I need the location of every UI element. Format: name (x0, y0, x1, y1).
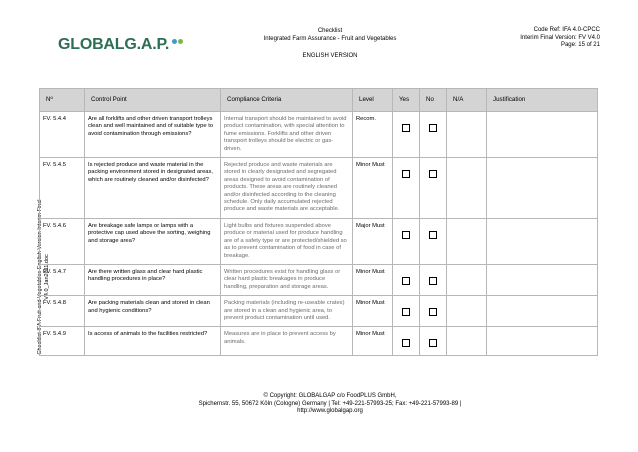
justification-cell[interactable] (487, 264, 598, 295)
cell-no (420, 218, 447, 264)
column-header: Yes (393, 89, 420, 112)
logo-accent: G.A.P. (124, 36, 170, 53)
column-header: No (420, 89, 447, 112)
doc-title: Checklist (317, 28, 343, 34)
table-row (40, 112, 598, 158)
table-row (40, 296, 598, 327)
column-header: Justification (487, 89, 598, 112)
cell-na (447, 218, 487, 264)
no-checkbox[interactable] (429, 308, 437, 316)
compliance-criteria: Rejected produce and waste materials are stored in clearly designated and segregated areas designed to avoid contamination of products. These areas are routinely cleaned and/or disinfected according to the cleaning schedule. Only daily accumulated rejected produce and waste materials are acceptable. (221, 158, 353, 219)
compliance-criteria: Internal transport should be maintained to avoid product contamination, with special attention to fume emissions. Forklifts and other driven transport trolleys should be electric or gas-driven. (221, 112, 353, 158)
level: Minor Must (353, 296, 393, 327)
cell-na (447, 112, 487, 158)
no-checkbox[interactable] (429, 339, 437, 347)
column-header: Level (353, 89, 393, 112)
justification-cell[interactable] (487, 327, 598, 355)
cell-yes (393, 218, 420, 264)
level: Minor Must (353, 327, 393, 355)
cell-no (420, 264, 447, 295)
table-row (40, 158, 598, 219)
control-point: Is access of animals to the facilities restricted? (85, 327, 221, 355)
footer-copyright: © Copyright: GLOBALGAP c/o FoodPLUS GmbH, (263, 393, 397, 399)
cell-na (447, 158, 487, 219)
justification-cell[interactable] (487, 112, 598, 158)
column-header: Compliance Criteria (221, 89, 353, 112)
checklist-table (39, 88, 598, 356)
yes-checkbox[interactable] (402, 231, 410, 239)
column-header: N/A (447, 89, 487, 112)
cell-na (447, 296, 487, 327)
cell-yes (393, 158, 420, 219)
logo-dots-icon (172, 39, 183, 44)
version-label: Interim Final Version: FV V4.0 (520, 34, 600, 41)
column-header: Nº (40, 89, 85, 112)
justification-cell[interactable] (487, 218, 598, 264)
globalgap-logo (58, 36, 183, 54)
cell-yes (393, 112, 420, 158)
cell-yes (393, 327, 420, 355)
yes-checkbox[interactable] (402, 277, 410, 285)
compliance-criteria: Measures are in place to prevent access by animals. (221, 327, 353, 355)
control-point: Is rejected produce and waste material in the packing environment stored in designated areas, which are routinely cleaned and/or disinfected? (85, 158, 221, 219)
side-note: Checklist IFA Fruit and Vegetables English Version Interim Final V4.0_Jan2011.doc (37, 199, 50, 355)
table-row (40, 218, 598, 264)
cell-yes (393, 296, 420, 327)
document-title-block (230, 27, 430, 60)
yes-checkbox[interactable] (402, 170, 410, 178)
footer-address: Spichernstr. 55, 50672 Köln (Cologne) Germany | Tel: +49-221-57993-25; Fax: +49-221-57993-89 | (198, 400, 462, 407)
level: Recom. (353, 112, 393, 158)
no-checkbox[interactable] (429, 170, 437, 178)
logo-wordmark (58, 36, 169, 54)
row-number: FV. 5.4.7 (40, 264, 85, 295)
compliance-criteria: Written procedures exist for handling glass or clear hard plastic breakages in produce handling, preparation and storage areas. (221, 264, 353, 295)
footer-url: http://www.globalgap.org (297, 408, 363, 414)
yes-checkbox[interactable] (402, 308, 410, 316)
table-row (40, 264, 598, 295)
cell-na (447, 327, 487, 355)
no-checkbox[interactable] (429, 124, 437, 132)
justification-cell[interactable] (487, 158, 598, 219)
cell-no (420, 327, 447, 355)
doc-subtitle: Integrated Farm Assurance - Fruit and Vegetables (263, 36, 397, 42)
document-reference-block (520, 27, 600, 50)
row-number: FV. 5.4.8 (40, 296, 85, 327)
row-number: FV. 5.4.9 (40, 327, 85, 355)
page-number: Page: 15 of 21 (560, 42, 600, 48)
yes-checkbox[interactable] (402, 339, 410, 347)
level: Minor Must (353, 158, 393, 219)
control-point: Are there written glass and clear hard plastic handling procedures in place? (85, 264, 221, 295)
column-header: Control Point (85, 89, 221, 112)
control-point: Are packing materials clean and stored in clean and hygienic conditions? (85, 296, 221, 327)
cell-no (420, 296, 447, 327)
logo-main: GLOBAL (58, 36, 125, 53)
level: Minor Must (353, 264, 393, 295)
version-note: ENGLISH VERSION (302, 53, 358, 59)
cell-no (420, 158, 447, 219)
row-number: FV. 5.4.6 (40, 218, 85, 264)
yes-checkbox[interactable] (402, 124, 410, 132)
no-checkbox[interactable] (429, 231, 437, 239)
code-ref: Code Ref: IFA 4.0-CPCC (533, 27, 600, 33)
cell-na (447, 264, 487, 295)
table-row (40, 327, 598, 355)
compliance-criteria: Packing materials (including re-useable crates) are stored in a clean and hygienic area, to prevent product contamination until used. (221, 296, 353, 327)
row-number: FV. 5.4.4 (40, 112, 85, 158)
no-checkbox[interactable] (429, 277, 437, 285)
table-header-row (40, 89, 598, 112)
cell-yes (393, 264, 420, 295)
cell-no (420, 112, 447, 158)
footer (170, 393, 490, 416)
compliance-criteria: Light bulbs and fixtures suspended above produce or material used for produce handling are of a safety type or are protected/shielded so as to prevent contamination of food in case of breakage. (221, 218, 353, 264)
justification-cell[interactable] (487, 296, 598, 327)
level: Major Must (353, 218, 393, 264)
control-point: Are breakage safe lamps or lamps with a protective cap used above the sorting, weighing and storage area? (85, 218, 221, 264)
control-point: Are all forklifts and other driven transport trolleys clean and well maintained and of suitable type to avoid contamination through emissions? (85, 112, 221, 158)
row-number: FV. 5.4.5 (40, 158, 85, 219)
